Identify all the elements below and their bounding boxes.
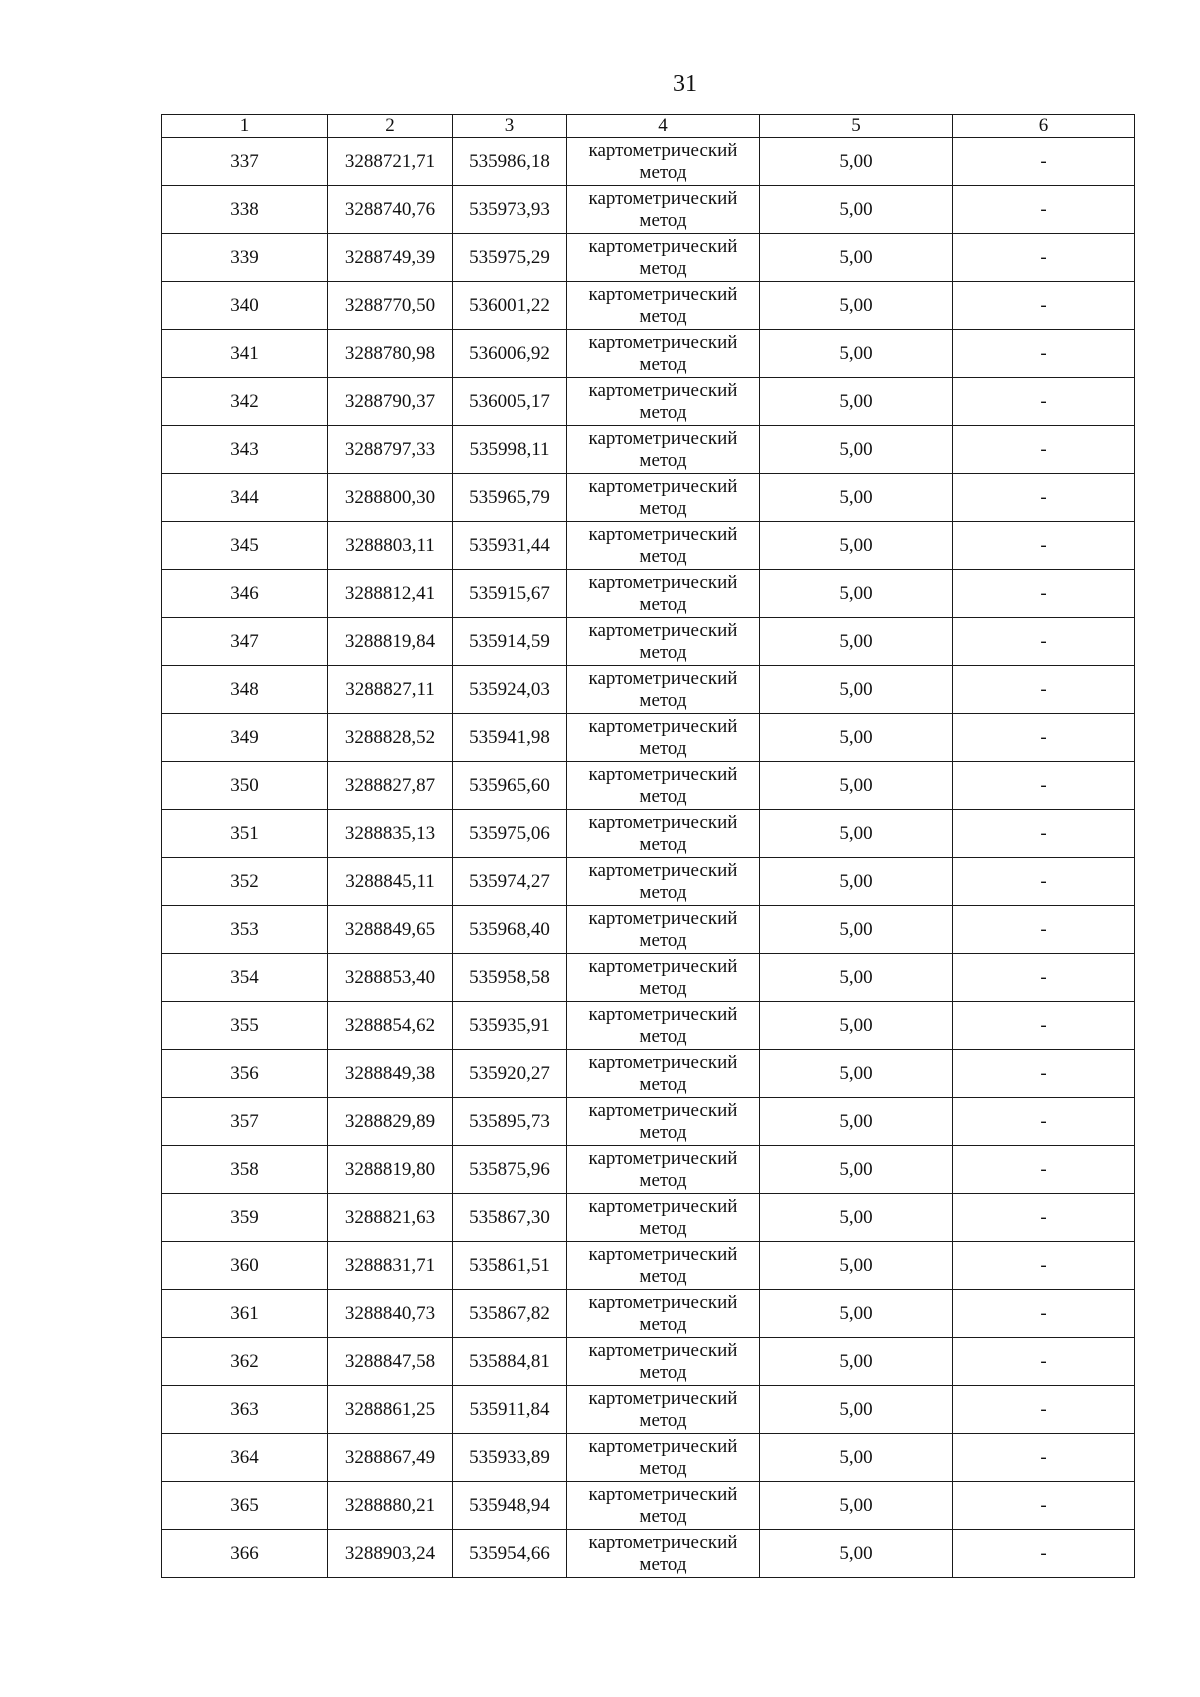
table-row — [162, 1098, 1135, 1146]
note-cell: - — [953, 714, 1135, 762]
table-row — [162, 282, 1135, 330]
note-cell: - — [953, 474, 1135, 522]
accuracy-cell: 5,00 — [760, 234, 953, 282]
y-coordinate-cell: 535973,93 — [453, 186, 567, 234]
table-row — [162, 906, 1135, 954]
note-cell: - — [953, 810, 1135, 858]
method-line: картометрический — [588, 811, 738, 833]
point-number-cell: 365 — [162, 1482, 328, 1530]
note-cell: - — [953, 1050, 1135, 1098]
table-row — [162, 1434, 1135, 1482]
method-cell — [567, 1482, 760, 1530]
note-cell: - — [953, 1290, 1135, 1338]
note-cell: - — [953, 138, 1135, 186]
method-line: метод — [639, 401, 687, 423]
point-number-cell: 338 — [162, 186, 328, 234]
accuracy-cell: 5,00 — [760, 1338, 953, 1386]
accuracy-cell: 5,00 — [760, 138, 953, 186]
method-line: метод — [639, 737, 687, 759]
x-coordinate-cell: 3288849,65 — [328, 906, 453, 954]
method-line: картометрический — [588, 1195, 738, 1217]
method-line: картометрический — [588, 1243, 738, 1265]
method-cell — [567, 330, 760, 378]
method-line: метод — [639, 1073, 687, 1095]
method-line: картометрический — [588, 1483, 738, 1505]
note-cell: - — [953, 858, 1135, 906]
method-cell — [567, 1338, 760, 1386]
method-line: метод — [639, 257, 687, 279]
method-line: картометрический — [588, 283, 738, 305]
x-coordinate-cell: 3288749,39 — [328, 234, 453, 282]
table-row — [162, 474, 1135, 522]
method-line: метод — [639, 497, 687, 519]
table-row — [162, 330, 1135, 378]
accuracy-cell: 5,00 — [760, 330, 953, 378]
y-coordinate-cell: 535867,82 — [453, 1290, 567, 1338]
method-line: метод — [639, 353, 687, 375]
method-line: картометрический — [588, 859, 738, 881]
method-cell — [567, 810, 760, 858]
method-line: картометрический — [588, 475, 738, 497]
note-cell: - — [953, 1338, 1135, 1386]
point-number-cell: 347 — [162, 618, 328, 666]
y-coordinate-cell: 535954,66 — [453, 1530, 567, 1578]
method-cell — [567, 186, 760, 234]
method-line: картометрический — [588, 907, 738, 929]
method-cell — [567, 714, 760, 762]
note-cell: - — [953, 762, 1135, 810]
accuracy-cell: 5,00 — [760, 474, 953, 522]
point-number-cell: 353 — [162, 906, 328, 954]
accuracy-cell: 5,00 — [760, 810, 953, 858]
note-cell: - — [953, 378, 1135, 426]
method-cell — [567, 1194, 760, 1242]
y-coordinate-cell: 535974,27 — [453, 858, 567, 906]
table-header-row — [162, 115, 1135, 138]
y-coordinate-cell: 535915,67 — [453, 570, 567, 618]
x-coordinate-cell: 3288867,49 — [328, 1434, 453, 1482]
method-line: картометрический — [588, 955, 738, 977]
point-number-cell: 340 — [162, 282, 328, 330]
point-number-cell: 355 — [162, 1002, 328, 1050]
method-cell — [567, 426, 760, 474]
method-line: картометрический — [588, 667, 738, 689]
table-row — [162, 618, 1135, 666]
method-line: картометрический — [588, 1435, 738, 1457]
column-header: 5 — [760, 115, 953, 138]
method-cell — [567, 474, 760, 522]
note-cell: - — [953, 666, 1135, 714]
x-coordinate-cell: 3288849,38 — [328, 1050, 453, 1098]
method-line: метод — [639, 209, 687, 231]
y-coordinate-cell: 535948,94 — [453, 1482, 567, 1530]
accuracy-cell: 5,00 — [760, 186, 953, 234]
table-row — [162, 1290, 1135, 1338]
method-line: метод — [639, 641, 687, 663]
method-line: метод — [639, 1169, 687, 1191]
accuracy-cell: 5,00 — [760, 1146, 953, 1194]
point-number-cell: 337 — [162, 138, 328, 186]
x-coordinate-cell: 3288831,71 — [328, 1242, 453, 1290]
accuracy-cell: 5,00 — [760, 714, 953, 762]
x-coordinate-cell: 3288812,41 — [328, 570, 453, 618]
point-number-cell: 351 — [162, 810, 328, 858]
x-coordinate-cell: 3288770,50 — [328, 282, 453, 330]
note-cell: - — [953, 1002, 1135, 1050]
method-cell — [567, 1002, 760, 1050]
accuracy-cell: 5,00 — [760, 906, 953, 954]
method-line: метод — [639, 593, 687, 615]
method-line: метод — [639, 305, 687, 327]
method-cell — [567, 570, 760, 618]
accuracy-cell: 5,00 — [760, 282, 953, 330]
method-line: картометрический — [588, 523, 738, 545]
point-number-cell: 364 — [162, 1434, 328, 1482]
method-line: метод — [639, 1361, 687, 1383]
point-number-cell: 356 — [162, 1050, 328, 1098]
method-cell — [567, 378, 760, 426]
table-row — [162, 666, 1135, 714]
accuracy-cell: 5,00 — [760, 1530, 953, 1578]
accuracy-cell: 5,00 — [760, 522, 953, 570]
table-row — [162, 714, 1135, 762]
method-line: картометрический — [588, 715, 738, 737]
point-number-cell: 344 — [162, 474, 328, 522]
method-line: картометрический — [588, 235, 738, 257]
method-line: метод — [639, 689, 687, 711]
method-line: картометрический — [588, 1051, 738, 1073]
table-row — [162, 762, 1135, 810]
table-row — [162, 234, 1135, 282]
point-number-cell: 363 — [162, 1386, 328, 1434]
method-cell — [567, 762, 760, 810]
table-row — [162, 1194, 1135, 1242]
y-coordinate-cell: 535895,73 — [453, 1098, 567, 1146]
y-coordinate-cell: 535867,30 — [453, 1194, 567, 1242]
y-coordinate-cell: 535965,79 — [453, 474, 567, 522]
accuracy-cell: 5,00 — [760, 1290, 953, 1338]
y-coordinate-cell: 535920,27 — [453, 1050, 567, 1098]
method-cell — [567, 1098, 760, 1146]
method-line: метод — [639, 785, 687, 807]
y-coordinate-cell: 536005,17 — [453, 378, 567, 426]
y-coordinate-cell: 536001,22 — [453, 282, 567, 330]
table-row — [162, 810, 1135, 858]
x-coordinate-cell: 3288780,98 — [328, 330, 453, 378]
point-number-cell: 358 — [162, 1146, 328, 1194]
note-cell: - — [953, 282, 1135, 330]
accuracy-cell: 5,00 — [760, 1386, 953, 1434]
note-cell: - — [953, 1530, 1135, 1578]
x-coordinate-cell: 3288827,87 — [328, 762, 453, 810]
accuracy-cell: 5,00 — [760, 1194, 953, 1242]
method-line: метод — [639, 1025, 687, 1047]
note-cell: - — [953, 1194, 1135, 1242]
table-row — [162, 1146, 1135, 1194]
note-cell: - — [953, 522, 1135, 570]
method-line: картометрический — [588, 139, 738, 161]
method-cell — [567, 1146, 760, 1194]
y-coordinate-cell: 535931,44 — [453, 522, 567, 570]
x-coordinate-cell: 3288835,13 — [328, 810, 453, 858]
y-coordinate-cell: 536006,92 — [453, 330, 567, 378]
x-coordinate-cell: 3288861,25 — [328, 1386, 453, 1434]
x-coordinate-cell: 3288840,73 — [328, 1290, 453, 1338]
accuracy-cell: 5,00 — [760, 954, 953, 1002]
method-cell — [567, 906, 760, 954]
method-line: метод — [639, 1121, 687, 1143]
method-line: картометрический — [588, 619, 738, 641]
table-row — [162, 1242, 1135, 1290]
method-line: метод — [639, 929, 687, 951]
method-line: картометрический — [588, 1003, 738, 1025]
x-coordinate-cell: 3288854,62 — [328, 1002, 453, 1050]
table-row — [162, 570, 1135, 618]
method-cell — [567, 1050, 760, 1098]
x-coordinate-cell: 3288847,58 — [328, 1338, 453, 1386]
note-cell: - — [953, 570, 1135, 618]
y-coordinate-cell: 535933,89 — [453, 1434, 567, 1482]
table-row — [162, 1338, 1135, 1386]
accuracy-cell: 5,00 — [760, 762, 953, 810]
accuracy-cell: 5,00 — [760, 378, 953, 426]
x-coordinate-cell: 3288880,21 — [328, 1482, 453, 1530]
note-cell: - — [953, 1146, 1135, 1194]
note-cell: - — [953, 234, 1135, 282]
x-coordinate-cell: 3288740,76 — [328, 186, 453, 234]
point-number-cell: 341 — [162, 330, 328, 378]
accuracy-cell: 5,00 — [760, 1242, 953, 1290]
method-cell — [567, 1530, 760, 1578]
method-cell — [567, 1434, 760, 1482]
note-cell: - — [953, 906, 1135, 954]
point-number-cell: 357 — [162, 1098, 328, 1146]
point-number-cell: 360 — [162, 1242, 328, 1290]
method-line: метод — [639, 881, 687, 903]
point-number-cell: 361 — [162, 1290, 328, 1338]
note-cell: - — [953, 1434, 1135, 1482]
y-coordinate-cell: 535998,11 — [453, 426, 567, 474]
accuracy-cell: 5,00 — [760, 618, 953, 666]
accuracy-cell: 5,00 — [760, 1050, 953, 1098]
table-row — [162, 186, 1135, 234]
coordinates-table — [161, 114, 1135, 1578]
x-coordinate-cell: 3288797,33 — [328, 426, 453, 474]
method-line: метод — [639, 977, 687, 999]
method-cell — [567, 138, 760, 186]
accuracy-cell: 5,00 — [760, 1098, 953, 1146]
x-coordinate-cell: 3288721,71 — [328, 138, 453, 186]
method-cell — [567, 282, 760, 330]
column-header: 1 — [162, 115, 328, 138]
method-cell — [567, 1386, 760, 1434]
y-coordinate-cell: 535924,03 — [453, 666, 567, 714]
method-line: картометрический — [588, 1387, 738, 1409]
method-cell — [567, 618, 760, 666]
accuracy-cell: 5,00 — [760, 858, 953, 906]
method-line: картометрический — [588, 571, 738, 593]
table-row — [162, 426, 1135, 474]
method-cell — [567, 954, 760, 1002]
note-cell: - — [953, 426, 1135, 474]
x-coordinate-cell: 3288803,11 — [328, 522, 453, 570]
x-coordinate-cell: 3288828,52 — [328, 714, 453, 762]
method-cell — [567, 522, 760, 570]
method-line: картометрический — [588, 331, 738, 353]
method-line: метод — [639, 545, 687, 567]
x-coordinate-cell: 3288790,37 — [328, 378, 453, 426]
point-number-cell: 352 — [162, 858, 328, 906]
method-line: метод — [639, 833, 687, 855]
point-number-cell: 350 — [162, 762, 328, 810]
method-line: метод — [639, 449, 687, 471]
table-row — [162, 1530, 1135, 1578]
point-number-cell: 349 — [162, 714, 328, 762]
point-number-cell: 366 — [162, 1530, 328, 1578]
method-line: картометрический — [588, 1147, 738, 1169]
table-row — [162, 378, 1135, 426]
accuracy-cell: 5,00 — [760, 426, 953, 474]
method-line: картометрический — [588, 427, 738, 449]
point-number-cell: 359 — [162, 1194, 328, 1242]
method-line: картометрический — [588, 1531, 738, 1553]
x-coordinate-cell: 3288821,63 — [328, 1194, 453, 1242]
y-coordinate-cell: 535861,51 — [453, 1242, 567, 1290]
accuracy-cell: 5,00 — [760, 666, 953, 714]
point-number-cell: 345 — [162, 522, 328, 570]
table-row — [162, 1482, 1135, 1530]
method-line: метод — [639, 1313, 687, 1335]
y-coordinate-cell: 535884,81 — [453, 1338, 567, 1386]
y-coordinate-cell: 535968,40 — [453, 906, 567, 954]
x-coordinate-cell: 3288845,11 — [328, 858, 453, 906]
note-cell: - — [953, 330, 1135, 378]
note-cell: - — [953, 1386, 1135, 1434]
table-row — [162, 522, 1135, 570]
table-row — [162, 954, 1135, 1002]
note-cell: - — [953, 1482, 1135, 1530]
y-coordinate-cell: 535958,58 — [453, 954, 567, 1002]
x-coordinate-cell: 3288800,30 — [328, 474, 453, 522]
y-coordinate-cell: 535911,84 — [453, 1386, 567, 1434]
y-coordinate-cell: 535975,29 — [453, 234, 567, 282]
accuracy-cell: 5,00 — [760, 570, 953, 618]
accuracy-cell: 5,00 — [760, 1434, 953, 1482]
y-coordinate-cell: 535875,96 — [453, 1146, 567, 1194]
x-coordinate-cell: 3288827,11 — [328, 666, 453, 714]
note-cell: - — [953, 954, 1135, 1002]
y-coordinate-cell: 535914,59 — [453, 618, 567, 666]
point-number-cell: 343 — [162, 426, 328, 474]
accuracy-cell: 5,00 — [760, 1002, 953, 1050]
method-line: картометрический — [588, 379, 738, 401]
table-row — [162, 858, 1135, 906]
method-line: картометрический — [588, 187, 738, 209]
x-coordinate-cell: 3288819,84 — [328, 618, 453, 666]
column-header: 6 — [953, 115, 1135, 138]
accuracy-cell: 5,00 — [760, 1482, 953, 1530]
method-line: картометрический — [588, 1099, 738, 1121]
table-row — [162, 1002, 1135, 1050]
x-coordinate-cell: 3288903,24 — [328, 1530, 453, 1578]
x-coordinate-cell: 3288829,89 — [328, 1098, 453, 1146]
y-coordinate-cell: 535986,18 — [453, 138, 567, 186]
method-line: метод — [639, 1457, 687, 1479]
note-cell: - — [953, 618, 1135, 666]
method-line: метод — [639, 1217, 687, 1239]
point-number-cell: 348 — [162, 666, 328, 714]
method-cell — [567, 234, 760, 282]
method-line: картометрический — [588, 1339, 738, 1361]
table-row — [162, 1386, 1135, 1434]
point-number-cell: 362 — [162, 1338, 328, 1386]
method-line: картометрический — [588, 1291, 738, 1313]
method-line: картометрический — [588, 763, 738, 785]
page-number: 31 — [673, 71, 697, 97]
method-line: метод — [639, 1553, 687, 1575]
point-number-cell: 342 — [162, 378, 328, 426]
method-cell — [567, 666, 760, 714]
method-cell — [567, 1242, 760, 1290]
method-line: метод — [639, 1409, 687, 1431]
y-coordinate-cell: 535965,60 — [453, 762, 567, 810]
column-header: 4 — [567, 115, 760, 138]
x-coordinate-cell: 3288853,40 — [328, 954, 453, 1002]
note-cell: - — [953, 1098, 1135, 1146]
method-cell — [567, 858, 760, 906]
method-line: метод — [639, 161, 687, 183]
point-number-cell: 346 — [162, 570, 328, 618]
method-cell — [567, 1290, 760, 1338]
x-coordinate-cell: 3288819,80 — [328, 1146, 453, 1194]
column-header: 2 — [328, 115, 453, 138]
table-row — [162, 1050, 1135, 1098]
note-cell: - — [953, 186, 1135, 234]
note-cell: - — [953, 1242, 1135, 1290]
method-line: метод — [639, 1265, 687, 1287]
y-coordinate-cell: 535935,91 — [453, 1002, 567, 1050]
column-header: 3 — [453, 115, 567, 138]
table-row — [162, 138, 1135, 186]
point-number-cell: 339 — [162, 234, 328, 282]
y-coordinate-cell: 535975,06 — [453, 810, 567, 858]
y-coordinate-cell: 535941,98 — [453, 714, 567, 762]
method-line: метод — [639, 1505, 687, 1527]
point-number-cell: 354 — [162, 954, 328, 1002]
